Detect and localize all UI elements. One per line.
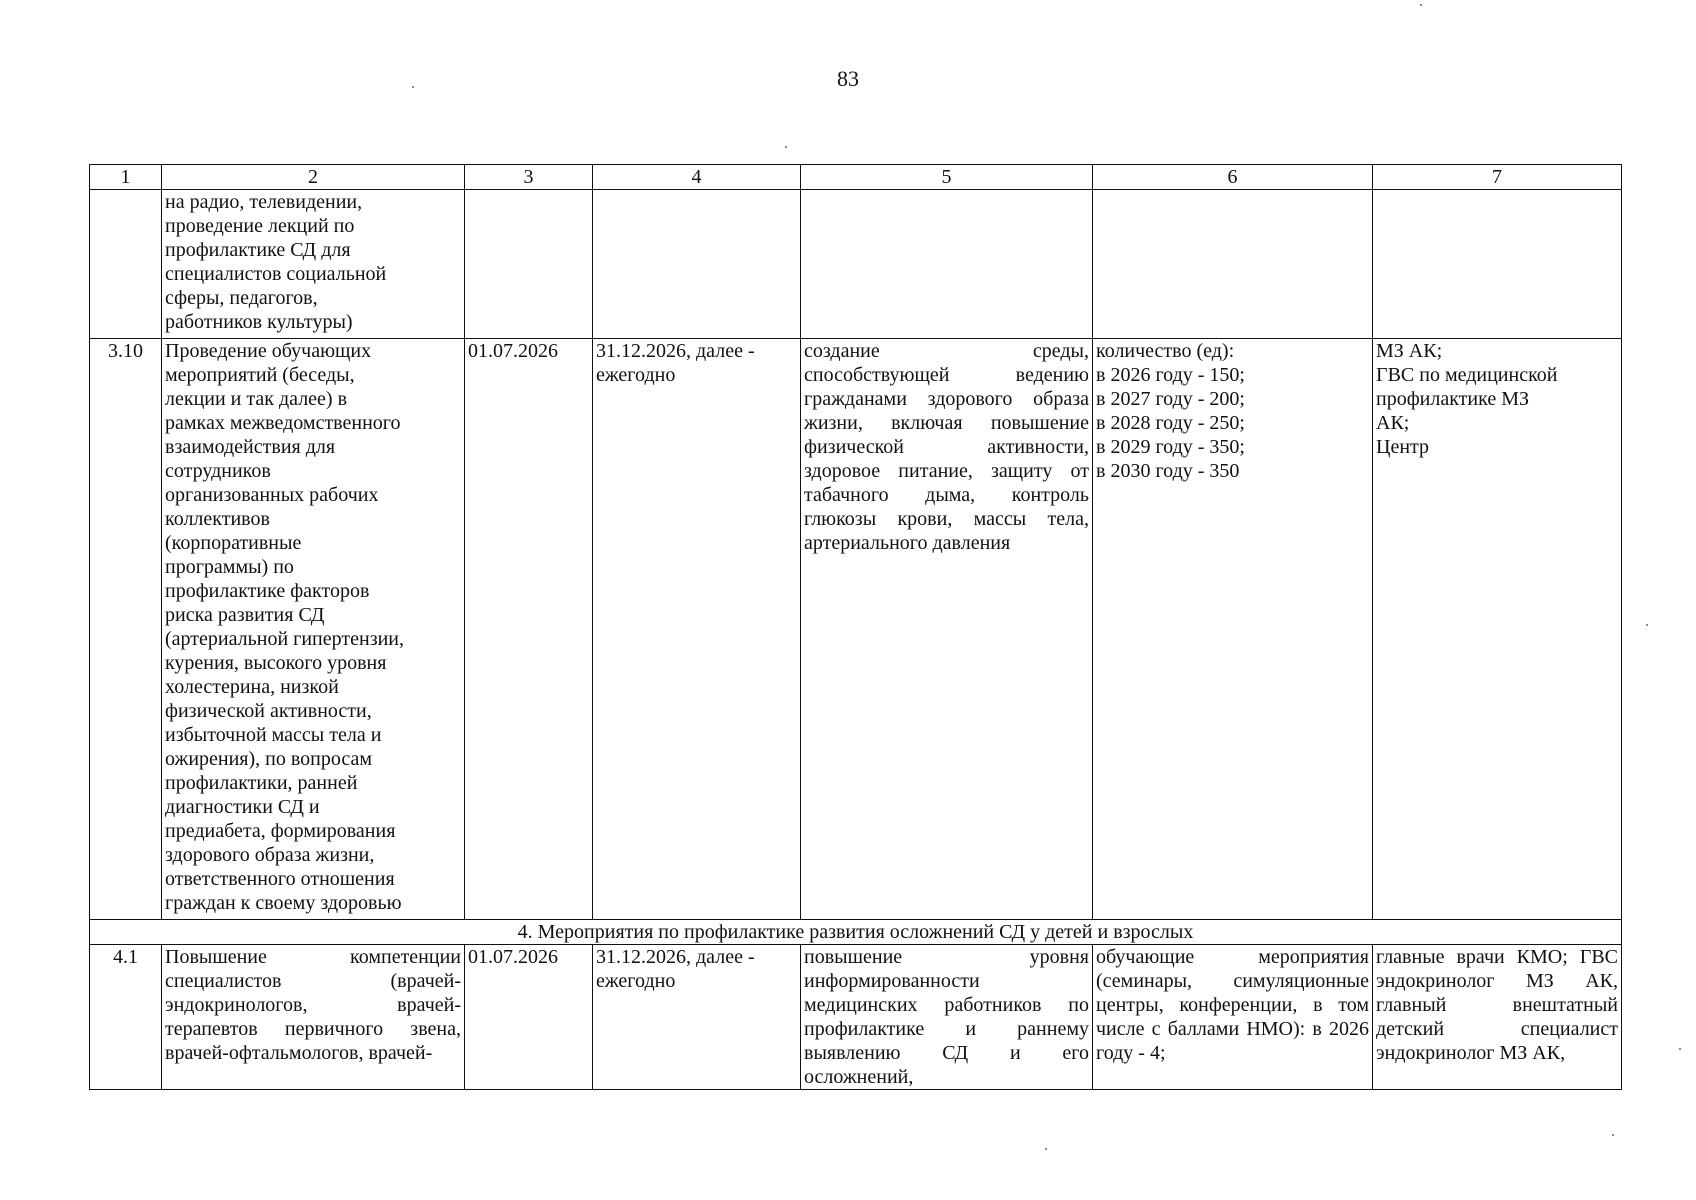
indicator: количество (ед): в 2026 году - 150; в 2027 году - 200; в 2028 году - 250; в 2029 году - 350; в 2030 году - 350 xyxy=(1093,339,1373,920)
measures-table xyxy=(89,164,1622,1090)
header-col-4: 4 xyxy=(593,165,801,190)
section-heading: 4. Мероприятия по профилактике развития осложнений СД у детей и взрослых xyxy=(90,920,1622,945)
responsible: главные врачи КМО; ГВС эндокринолог МЗ АК, главный внештатный детский специалист эндокринолог МЗ АК, xyxy=(1373,945,1622,1090)
indicator xyxy=(1093,190,1373,339)
measure-description: Повышение компетенции специалистов (врачей-эндокринологов, врачей-терапевтов первичного звена, врачей-офтальмологов, врачей- xyxy=(162,945,465,1090)
table-row xyxy=(90,945,1622,1090)
section-row xyxy=(90,920,1622,945)
scan-speck xyxy=(1646,624,1648,626)
header-col-3: 3 xyxy=(465,165,593,190)
responsible: МЗ АК; ГВС по медицинской профилактике МЗ АК; Центр xyxy=(1373,339,1622,920)
scan-speck xyxy=(1045,1148,1047,1150)
header-col-7: 7 xyxy=(1373,165,1622,190)
header-col-5: 5 xyxy=(801,165,1093,190)
start-date: 01.07.2026 xyxy=(465,339,593,920)
scan-speck xyxy=(412,86,414,88)
scan-speck xyxy=(785,146,787,148)
header-col-1: 1 xyxy=(90,165,162,190)
table-row xyxy=(90,339,1622,920)
indicator: обучающие мероприятия (семинары, симуляционные центры, конференции, в том числе с баллами НМО): в 2026 году - 4; xyxy=(1093,945,1373,1090)
table-row xyxy=(90,190,1622,339)
row-number: 4.1 xyxy=(90,945,162,1090)
start-date: 01.07.2026 xyxy=(465,945,593,1090)
scan-speck xyxy=(1679,1048,1681,1050)
scan-speck xyxy=(1420,4,1422,6)
row-number xyxy=(90,190,162,339)
scan-speck xyxy=(1612,1134,1614,1136)
end-date xyxy=(593,190,801,339)
expected-result: создание среды, способствующей ведению гражданами здорового образа жизни, включая повышение физической активности, здоровое питание, защиту от табачного дыма, контроль глюкозы крови, массы тела, артериального давления xyxy=(801,339,1093,920)
end-date: 31.12.2026, далее - ежегодно xyxy=(593,945,801,1090)
row-number: 3.10 xyxy=(90,339,162,920)
page-number: 83 xyxy=(837,66,859,91)
header-col-2: 2 xyxy=(162,165,465,190)
expected-result: повышение уровня информированности медицинских работников по профилактике и раннему выявлению СД и его осложнений, xyxy=(801,945,1093,1090)
start-date xyxy=(465,190,593,339)
measure-description: на радио, телевидении, проведение лекций по профилактике СД для специалистов социальной сферы, педагогов, работников культуры) xyxy=(162,190,465,339)
header-row xyxy=(90,165,1622,190)
header-col-6: 6 xyxy=(1093,165,1373,190)
end-date: 31.12.2026, далее - ежегодно xyxy=(593,339,801,920)
measure-description: Проведение обучающих мероприятий (беседы, лекции и так далее) в рамках межведомственного взаимодействия для сотрудников организованных рабочих коллективов (корпоративные программы) по профилактике факторов риска развития СД (артериальной гипертензии, курения, высокого уровня холестерина, низкой физической активности, избыточной массы тела и ожирения), по вопросам профилактики, ранней диагностики СД и предиабета, формирования здорового образа жизни, ответственного отношения граждан к своему здоровью xyxy=(162,339,465,920)
expected-result xyxy=(801,190,1093,339)
responsible xyxy=(1373,190,1622,339)
